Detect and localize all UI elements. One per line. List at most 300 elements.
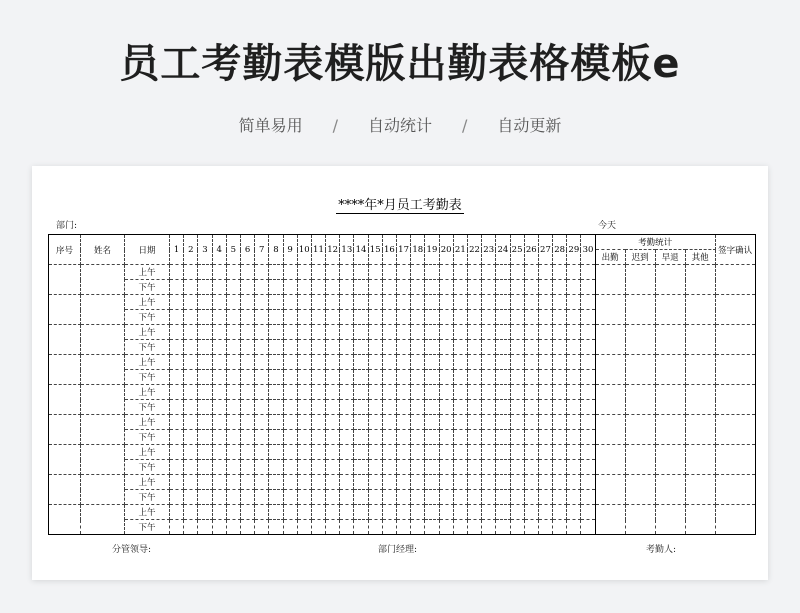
day-cell [553,310,567,325]
header-day: 6 [240,235,254,265]
day-cell [340,280,354,295]
day-cell [467,475,481,490]
day-cell [567,430,581,445]
day-cell [368,520,382,535]
seq-cell [49,385,81,415]
day-cell [567,445,581,460]
sign-cell [715,265,755,295]
day-cell [255,415,269,430]
day-cell [311,310,325,325]
header-day: 17 [397,235,411,265]
day-cell [368,340,382,355]
day-cell [326,445,340,460]
table-row [49,355,756,370]
day-cell [397,490,411,505]
day-cell [553,415,567,430]
day-cell [524,265,538,280]
day-cell [411,355,425,370]
day-cell [524,400,538,415]
day-cell [397,310,411,325]
stat-cell [655,505,685,535]
day-cell [311,355,325,370]
day-cell [439,445,453,460]
day-cell [212,295,226,310]
day-cell [467,445,481,460]
stat-cell [595,295,625,325]
day-cell [326,520,340,535]
day-cell [283,280,297,295]
separator: / [462,116,468,135]
day-cell [212,325,226,340]
day-cell [553,475,567,490]
period-cell: 上午 [125,385,170,400]
day-cell [368,370,382,385]
day-cell [340,505,354,520]
day-cell [340,445,354,460]
day-cell [184,475,198,490]
day-cell [382,445,396,460]
day-cell [212,370,226,385]
day-cell [581,280,595,295]
day-cell [524,505,538,520]
day-cell [397,340,411,355]
day-cell [170,310,184,325]
day-cell [510,430,524,445]
day-cell [496,280,510,295]
day-cell [510,460,524,475]
header-day: 25 [510,235,524,265]
day-cell [510,355,524,370]
day-cell [368,430,382,445]
manager-signature: 部门经理: [378,545,418,555]
day-cell [297,340,311,355]
day-cell [482,475,496,490]
day-cell [411,445,425,460]
table-row [49,445,756,460]
day-cell [411,505,425,520]
day-cell [297,370,311,385]
day-cell [567,355,581,370]
day-cell [439,265,453,280]
day-cell [255,490,269,505]
stat-cell [685,475,715,505]
day-cell [496,310,510,325]
day-cell [297,295,311,310]
day-cell [170,280,184,295]
day-cell [170,385,184,400]
day-cell [411,265,425,280]
day-cell [553,370,567,385]
day-cell [226,445,240,460]
day-cell [283,460,297,475]
day-cell [226,310,240,325]
day-cell [439,325,453,340]
day-cell [453,430,467,445]
day-cell [340,430,354,445]
header-day: 27 [538,235,552,265]
day-cell [354,490,368,505]
day-cell [425,490,439,505]
day-cell [553,280,567,295]
day-cell [382,310,396,325]
day-cell [297,280,311,295]
day-cell [496,355,510,370]
header-day: 1 [170,235,184,265]
day-cell [453,490,467,505]
stat-cell [625,385,655,415]
stat-cell [595,505,625,535]
day-cell [453,520,467,535]
day-cell [283,490,297,505]
feature-auto-stats: 自动统计 [367,116,432,135]
seq-cell [49,505,81,535]
day-cell [226,490,240,505]
day-cell [311,370,325,385]
day-cell [411,460,425,475]
day-cell [326,415,340,430]
seq-cell [49,355,81,385]
day-cell [397,475,411,490]
day-cell [226,460,240,475]
day-cell [467,520,481,535]
day-cell [524,460,538,475]
day-cell [198,415,212,430]
stat-cell [655,445,685,475]
day-cell [283,475,297,490]
day-cell [198,355,212,370]
day-cell [311,280,325,295]
day-cell [311,325,325,340]
day-cell [226,280,240,295]
day-cell [184,400,198,415]
day-cell [567,370,581,385]
day-cell [467,430,481,445]
day-cell [510,505,524,520]
day-cell [297,505,311,520]
day-cell [496,460,510,475]
day-cell [567,505,581,520]
sign-cell [715,325,755,355]
day-cell [467,295,481,310]
sign-cell [715,445,755,475]
day-cell [581,340,595,355]
day-cell [354,295,368,310]
day-cell [411,475,425,490]
day-cell [326,400,340,415]
day-cell [567,475,581,490]
day-cell [269,385,283,400]
today-label: 今天 [598,221,617,231]
day-cell [198,385,212,400]
day-cell [198,400,212,415]
stat-cell [625,295,655,325]
day-cell [326,475,340,490]
sign-cell [715,505,755,535]
day-cell [397,265,411,280]
header-seq: 序号 [49,235,81,265]
day-cell [240,460,254,475]
day-cell [184,505,198,520]
header-day: 10 [297,235,311,265]
day-cell [184,370,198,385]
header-day: 23 [482,235,496,265]
day-cell [212,310,226,325]
header-day: 4 [212,235,226,265]
day-cell [397,520,411,535]
seq-cell [49,415,81,445]
day-cell [382,475,396,490]
period-cell: 下午 [125,340,170,355]
day-cell [482,415,496,430]
day-cell [524,370,538,385]
day-cell [411,280,425,295]
day-cell [255,460,269,475]
day-cell [283,340,297,355]
day-cell [524,385,538,400]
day-cell [170,490,184,505]
day-cell [198,505,212,520]
day-cell [439,415,453,430]
day-cell [240,490,254,505]
header-name: 姓名 [81,235,125,265]
day-cell [524,475,538,490]
day-cell [453,265,467,280]
day-cell [397,400,411,415]
header-day: 11 [311,235,325,265]
name-cell [81,415,125,445]
header-day: 21 [453,235,467,265]
day-cell [411,340,425,355]
day-cell [453,475,467,490]
day-cell [581,295,595,310]
day-cell [425,325,439,340]
header-stat: 出勤 [595,250,625,265]
day-cell [255,370,269,385]
stat-cell [625,325,655,355]
day-cell [581,490,595,505]
day-cell [453,505,467,520]
day-cell [368,280,382,295]
day-cell [212,385,226,400]
table-row [49,295,756,310]
day-cell [170,415,184,430]
day-cell [567,400,581,415]
day-cell [411,520,425,535]
day-cell [397,430,411,445]
day-cell [467,400,481,415]
day-cell [382,400,396,415]
day-cell [510,520,524,535]
day-cell [581,355,595,370]
day-cell [382,385,396,400]
day-cell [425,460,439,475]
period-cell: 上午 [125,355,170,370]
day-cell [212,490,226,505]
day-cell [354,430,368,445]
header-date: 日期 [125,235,170,265]
day-cell [453,385,467,400]
header-day: 5 [226,235,240,265]
period-cell: 上午 [125,505,170,520]
day-cell [283,385,297,400]
day-cell [368,325,382,340]
table-row [49,265,756,280]
day-cell [297,460,311,475]
day-cell [397,445,411,460]
day-cell [311,460,325,475]
day-cell [538,325,552,340]
day-cell [340,415,354,430]
day-cell [198,295,212,310]
day-cell [538,445,552,460]
day-cell [212,340,226,355]
period-cell: 下午 [125,430,170,445]
header-stat: 其他 [685,250,715,265]
day-cell [553,445,567,460]
day-cell [581,370,595,385]
day-cell [283,355,297,370]
table-row [49,415,756,430]
day-cell [311,445,325,460]
seq-cell [49,475,81,505]
day-cell [439,490,453,505]
day-cell [524,355,538,370]
day-cell [567,520,581,535]
day-cell [240,505,254,520]
day-cell [453,325,467,340]
day-cell [326,370,340,385]
day-cell [240,340,254,355]
day-cell [510,370,524,385]
stat-cell [625,505,655,535]
table-row [49,325,756,340]
period-cell: 上午 [125,265,170,280]
day-cell [269,265,283,280]
day-cell [240,385,254,400]
day-cell [567,295,581,310]
day-cell [354,475,368,490]
day-cell [283,400,297,415]
day-cell [496,295,510,310]
day-cell [368,385,382,400]
header-day: 16 [382,235,396,265]
day-cell [212,400,226,415]
day-cell [226,475,240,490]
day-cell [255,475,269,490]
sign-cell [715,385,755,415]
day-cell [538,370,552,385]
day-cell [354,400,368,415]
stat-cell [685,385,715,415]
header-day: 7 [255,235,269,265]
day-cell [411,430,425,445]
day-cell [198,460,212,475]
day-cell [538,490,552,505]
day-cell [283,325,297,340]
day-cell [496,430,510,445]
day-cell [382,370,396,385]
period-cell: 上午 [125,325,170,340]
day-cell [425,385,439,400]
name-cell [81,505,125,535]
day-cell [198,445,212,460]
day-cell [467,355,481,370]
day-cell [482,310,496,325]
day-cell [184,340,198,355]
day-cell [240,295,254,310]
day-cell [425,280,439,295]
day-cell [255,310,269,325]
day-cell [453,460,467,475]
day-cell [212,280,226,295]
day-cell [170,475,184,490]
header-day: 15 [368,235,382,265]
day-cell [212,445,226,460]
day-cell [297,385,311,400]
sign-cell [715,295,755,325]
day-cell [581,505,595,520]
period-cell: 下午 [125,310,170,325]
day-cell [397,355,411,370]
day-cell [198,430,212,445]
day-cell [184,295,198,310]
day-cell [240,310,254,325]
day-cell [510,295,524,310]
day-cell [212,415,226,430]
period-cell: 上午 [125,475,170,490]
period-cell: 下午 [125,520,170,535]
day-cell [467,280,481,295]
header-day: 22 [467,235,481,265]
day-cell [326,340,340,355]
stat-cell [595,325,625,355]
day-cell [553,355,567,370]
day-cell [311,415,325,430]
day-cell [240,445,254,460]
day-cell [553,385,567,400]
day-cell [198,475,212,490]
day-cell [581,460,595,475]
seq-cell [49,265,81,295]
day-cell [326,460,340,475]
day-cell [482,490,496,505]
day-cell [482,325,496,340]
day-cell [467,490,481,505]
stat-cell [685,295,715,325]
stat-cell [655,385,685,415]
day-cell [439,370,453,385]
seq-cell [49,325,81,355]
day-cell [425,430,439,445]
day-cell [212,430,226,445]
day-cell [581,430,595,445]
day-cell [170,340,184,355]
day-cell [453,355,467,370]
day-cell [255,445,269,460]
day-cell [453,340,467,355]
day-cell [226,340,240,355]
day-cell [269,475,283,490]
day-cell [567,310,581,325]
stat-cell [655,355,685,385]
sign-cell [715,415,755,445]
day-cell [354,280,368,295]
day-cell [581,520,595,535]
day-cell [482,280,496,295]
day-cell [240,370,254,385]
day-cell [453,445,467,460]
day-cell [538,520,552,535]
